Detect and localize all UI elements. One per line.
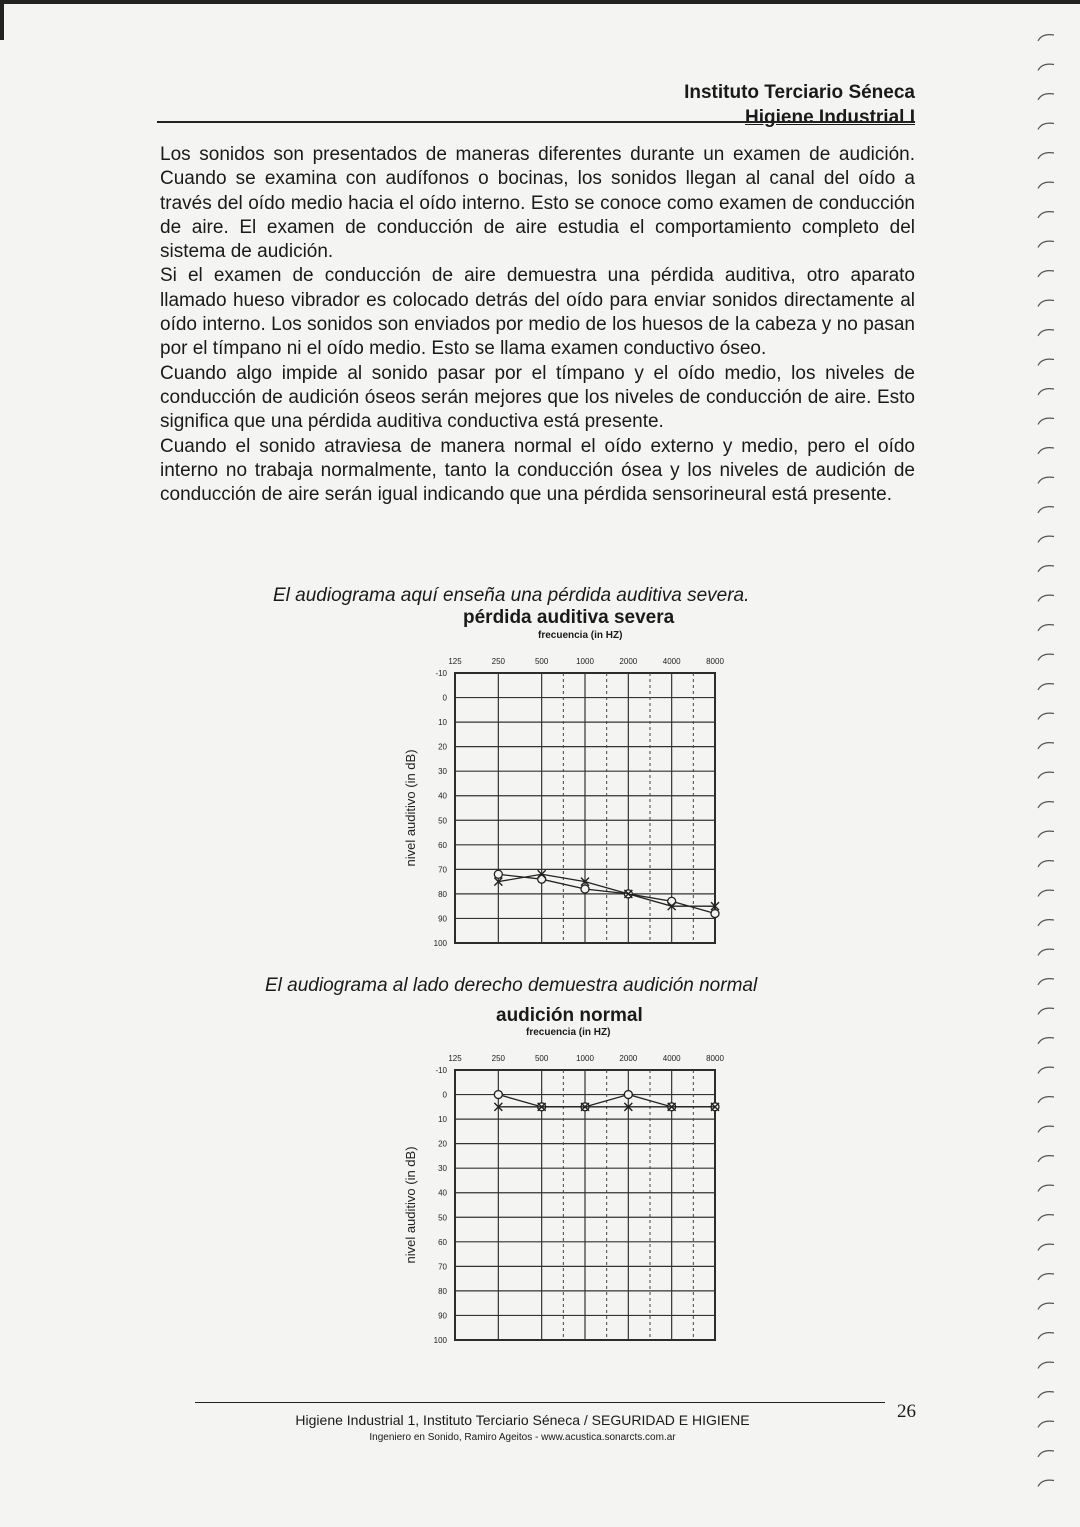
- spiral-mark: [1038, 64, 1054, 70]
- y-tick-label: -10: [435, 1066, 447, 1075]
- x-tick-label: 2000: [619, 657, 638, 666]
- x-tick-label: 500: [534, 1054, 549, 1063]
- spiral-mark: [1038, 330, 1054, 336]
- x-tick-label: 250: [491, 657, 506, 666]
- spiral-mark: [1038, 389, 1054, 395]
- chart1-audiogram: [395, 640, 735, 960]
- spiral-mark: [1038, 1185, 1054, 1191]
- page-number: 26: [897, 1401, 916, 1422]
- spiral-mark: [1038, 271, 1054, 277]
- header-course: Higiene Industrial I: [745, 107, 915, 128]
- spiral-mark: [1038, 1303, 1054, 1309]
- spiral-mark: [1038, 743, 1054, 749]
- spiral-mark: [1038, 507, 1054, 513]
- spiral-mark: [1038, 1038, 1054, 1044]
- y-tick-label: 90: [438, 1311, 447, 1321]
- spiral-mark: [1038, 1097, 1054, 1103]
- x-tick-label: 2000: [619, 1054, 638, 1063]
- top-border: [0, 0, 1080, 4]
- spiral-mark: [1038, 566, 1054, 572]
- spiral-mark: [1038, 153, 1054, 159]
- body-text: [160, 143, 915, 507]
- spiral-mark: [1038, 979, 1054, 985]
- x-tick-label: 8000: [706, 1054, 724, 1063]
- left-border: [0, 0, 4, 40]
- y-tick-label: 0: [442, 1090, 447, 1100]
- spiral-mark: [1038, 448, 1054, 454]
- y-tick-label: 0: [442, 693, 447, 703]
- y-axis-label: nivel auditivo (in dB): [403, 1146, 418, 1264]
- y-tick-label: 70: [438, 865, 447, 875]
- y-tick-label: 80: [438, 889, 447, 899]
- x-tick-label: 125: [448, 1054, 462, 1063]
- y-tick-label: 50: [438, 816, 447, 826]
- spiral-mark: [1038, 1274, 1054, 1280]
- spiral-mark: [1038, 831, 1054, 837]
- chart2-title: audición normal: [496, 1005, 643, 1026]
- data-point-circle: [581, 885, 589, 893]
- chart1-title: pérdida auditiva severa: [463, 607, 675, 628]
- spiral-mark: [1038, 802, 1054, 808]
- spiral-mark: [1038, 890, 1054, 896]
- spiral-mark: [1038, 1126, 1054, 1132]
- y-tick-label: 60: [438, 840, 447, 850]
- spiral-mark: [1038, 536, 1054, 542]
- chart2-xlabel: frecuencia (in HZ): [526, 1027, 611, 1038]
- spiral-mark: [1038, 1392, 1054, 1398]
- spiral-mark: [1038, 684, 1054, 690]
- y-tick-label: -10: [435, 669, 447, 678]
- chart2-caption: El audiograma al lado derecho demuestra audición normal: [265, 975, 758, 996]
- spiral-mark: [1038, 477, 1054, 483]
- spiral-mark: [1038, 300, 1054, 306]
- spiral-mark: [1038, 1244, 1054, 1250]
- chart1-caption: El audiograma aquí enseña una pérdida auditiva severa.: [273, 585, 750, 606]
- spiral-mark: [1038, 861, 1054, 867]
- spiral-mark: [1038, 212, 1054, 218]
- spiral-mark: [1038, 1333, 1054, 1339]
- spiral-mark: [1038, 713, 1054, 719]
- x-tick-label: 4000: [662, 1054, 681, 1063]
- y-tick-label: 100: [433, 1336, 447, 1345]
- spiral-mark: [1038, 35, 1054, 41]
- spiral-mark: [1038, 359, 1054, 365]
- y-tick-label: 10: [438, 718, 447, 728]
- spiral-mark: [1038, 1362, 1054, 1368]
- data-point-circle: [624, 1091, 632, 1099]
- x-tick-label: 4000: [662, 657, 681, 666]
- header-rule: [157, 121, 915, 123]
- spiral-mark: [1038, 1480, 1054, 1486]
- spiral-mark: [1038, 949, 1054, 955]
- footer-main: Higiene Industrial 1, Instituto Terciario Séneca / SEGURIDAD E HIGIENE: [295, 1412, 750, 1428]
- spiral-mark: [1038, 625, 1054, 631]
- spiral-mark: [1038, 772, 1054, 778]
- spiral-mark: [1038, 418, 1054, 424]
- spiral-mark: [1038, 654, 1054, 660]
- y-tick-label: 70: [438, 1262, 447, 1272]
- paragraph: Cuando el sonido atraviesa de manera normal el oído externo y medio, pero el oído interno no trabaja normalmente, tanto la conducción ósea y los niveles de audición de conducción de aire serán igual indicando que una pérdida sensorineural está presente.: [160, 435, 915, 506]
- spiral-mark: [1038, 1067, 1054, 1073]
- data-point-circle: [711, 910, 719, 918]
- data-point-circle: [494, 1091, 502, 1099]
- y-tick-label: 30: [438, 767, 447, 777]
- y-tick-label: 100: [433, 939, 447, 948]
- footer-rule: [195, 1402, 885, 1403]
- spiral-mark: [1038, 595, 1054, 601]
- spiral-mark: [1038, 241, 1054, 247]
- x-tick-label: 1000: [576, 1054, 594, 1063]
- y-tick-label: 30: [438, 1164, 447, 1174]
- spiral-mark: [1038, 920, 1054, 926]
- y-tick-label: 10: [438, 1115, 447, 1125]
- data-point-circle: [494, 870, 502, 878]
- x-tick-label: 8000: [706, 657, 724, 666]
- paragraph: Los sonidos son presentados de maneras diferentes durante un examen de audición. Cuando se examina con audífonos o bocinas, los sonidos llegan al canal del oído a través del oído medio hacia el oído interno. Esto se conoce como examen de conducción de aire. El examen de conducción de aire estudia el comportamiento completo del sistema de audición.: [160, 144, 915, 263]
- y-tick-label: 60: [438, 1237, 447, 1247]
- spiral-mark: [1038, 1008, 1054, 1014]
- chart1-xlabel: frecuencia (in HZ): [538, 630, 623, 641]
- spiral-binding: [1032, 20, 1062, 1520]
- spiral-mark: [1038, 1156, 1054, 1162]
- spiral-mark: [1038, 1451, 1054, 1457]
- y-tick-label: 80: [438, 1286, 447, 1296]
- spiral-mark: [1038, 1215, 1054, 1221]
- paragraph: Si el examen de conducción de aire demuestra una pérdida auditiva, otro aparato llamado hueso vibrador es colocado detrás del oído para enviar sonidos directamente al oído interno. Los sonidos son enviados por medio de los huesos de la cabeza y no pasan por el tímpano ni el oído medio. Esto se llama examen conductivo óseo.: [160, 265, 915, 360]
- chart2-audiogram: [395, 1035, 735, 1360]
- spiral-mark: [1038, 94, 1054, 100]
- y-axis-label: nivel auditivo (in dB): [403, 749, 418, 867]
- y-tick-label: 40: [438, 1188, 447, 1198]
- y-tick-label: 40: [438, 791, 447, 801]
- y-tick-label: 20: [438, 1139, 447, 1149]
- y-tick-label: 20: [438, 742, 447, 752]
- spiral-mark: [1038, 1421, 1054, 1427]
- spiral-mark: [1038, 182, 1054, 188]
- footer-sub: Ingeniero en Sonido, Ramiro Ageitos - www.acustica.sonarcts.com.ar: [369, 1432, 676, 1443]
- spiral-mark: [1038, 123, 1054, 129]
- y-tick-label: 50: [438, 1213, 447, 1223]
- x-tick-label: 125: [448, 657, 462, 666]
- paragraph: Cuando algo impide al sonido pasar por el tímpano y el oído medio, los niveles de conducción de audición óseos serán mejores que los niveles de conducción de aire. Esto significa que una pérdida auditiva conductiva está presente.: [160, 362, 915, 433]
- x-tick-label: 250: [491, 1054, 506, 1063]
- y-tick-label: 90: [438, 914, 447, 924]
- x-tick-label: 1000: [576, 657, 594, 666]
- header-institution: Instituto Terciario Séneca: [684, 82, 915, 103]
- x-tick-label: 500: [534, 657, 549, 666]
